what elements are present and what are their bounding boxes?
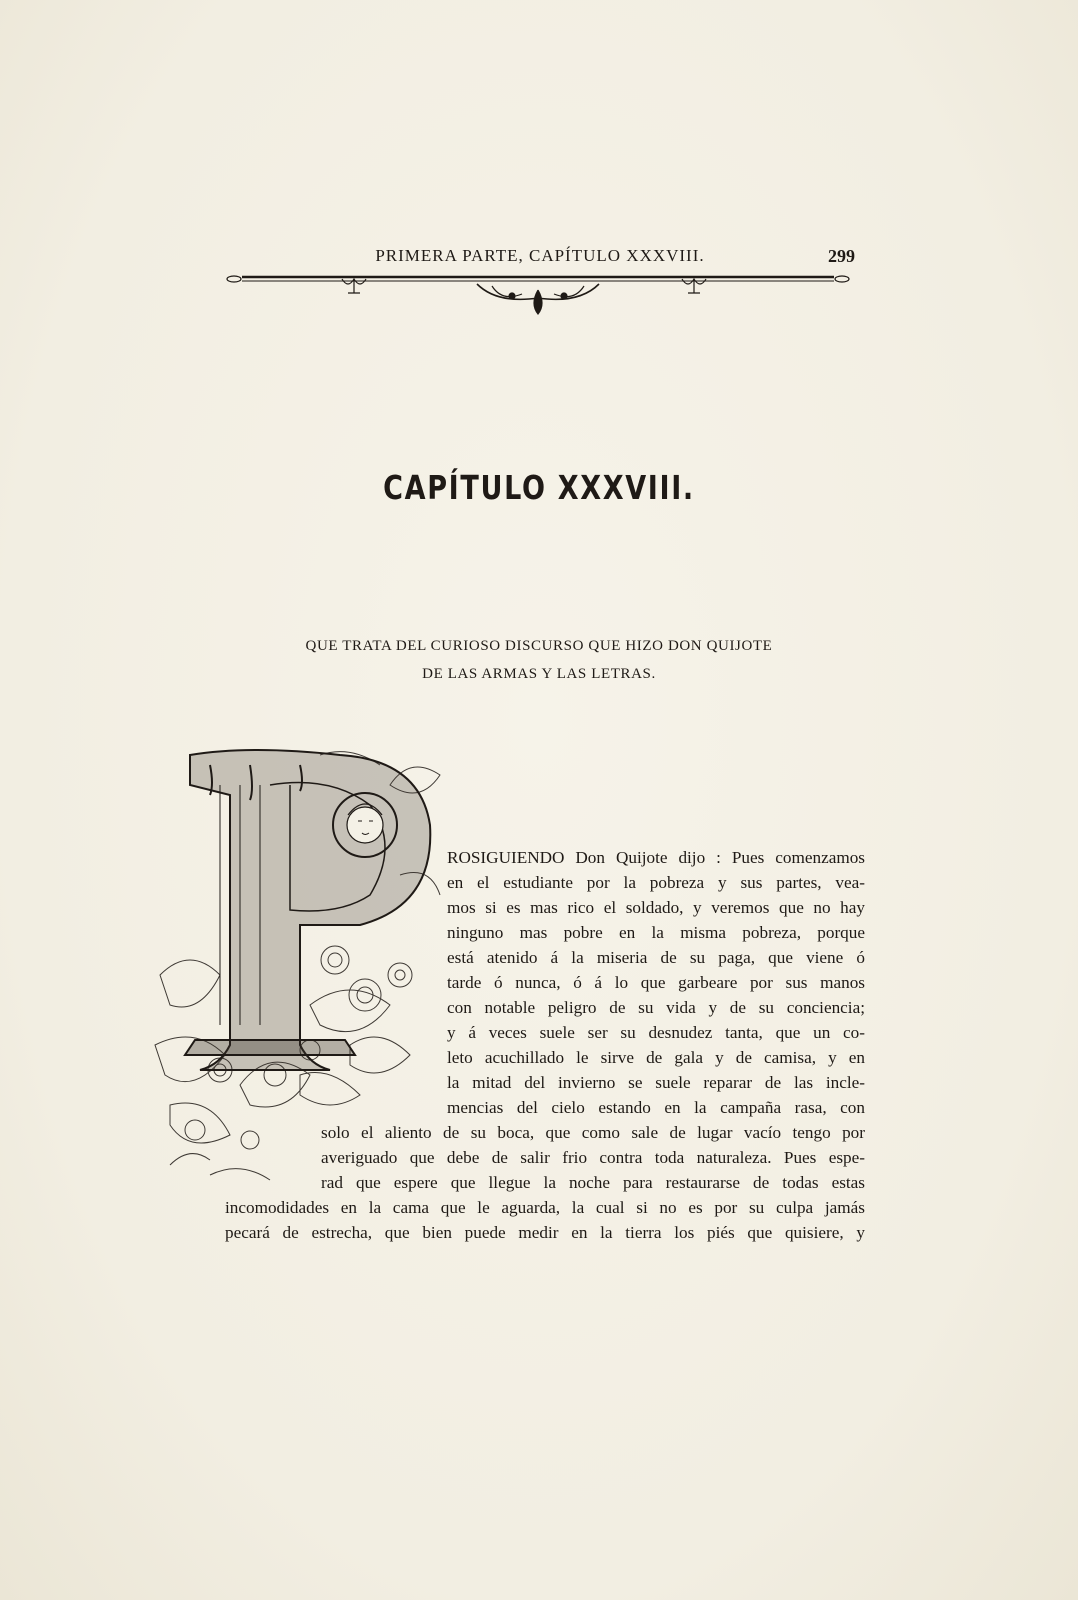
body-line: solo el aliento de su boca, que como sale de lugar vacío tengo por bbox=[321, 1123, 865, 1142]
chapter-subtitle-line-1: QUE TRATA DEL CURIOSO DISCURSO QUE HIZO DON QUIJOTE bbox=[305, 638, 773, 654]
body-line: mencias del cielo estando en la campaña rasa, con bbox=[447, 1098, 865, 1117]
body-line: la mitad del invierno se suele reparar de las incle- bbox=[447, 1073, 865, 1092]
body-line: y á veces suele ser su desnudez tanta, que un co- bbox=[447, 1023, 865, 1042]
ornate-initial-p-icon bbox=[150, 745, 460, 1185]
body-line: ROSIGUIENDO Don Quijote dijo : Pues comenzamos bbox=[447, 848, 865, 867]
body-line: en el estudiante por la pobreza y sus partes, vea- bbox=[447, 873, 865, 892]
body-line: ninguno mas pobre en la misma pobreza, porque bbox=[447, 923, 865, 942]
header-ornament-rule bbox=[222, 272, 854, 322]
body-line: mos si es mas rico el soldado, y veremos que no hay bbox=[447, 898, 865, 917]
body-line: averiguado que debe de salir frio contra toda naturaleza. Pues espe- bbox=[321, 1148, 865, 1167]
page-number: 299 bbox=[828, 246, 855, 266]
body-line: con notable peligro de su vida y de su conciencia; bbox=[447, 998, 865, 1017]
body-line: está atenido á la miseria de su paga, que viene ó bbox=[447, 948, 865, 967]
chapter-title: CAPÍTULO XXXVIII. bbox=[383, 468, 695, 507]
body-line: rad que espere que llegue la noche para restaurarse de todas estas bbox=[321, 1173, 865, 1192]
body-line: pecará de estrecha, que bien puede medir en la tierra los piés que quisiere, y bbox=[225, 1223, 865, 1242]
body-line: tarde ó nunca, ó á lo que garbeare por sus manos bbox=[447, 973, 865, 992]
chapter-subtitle-line-2: DE LAS ARMAS Y LAS LETRAS. bbox=[422, 666, 656, 682]
running-head bbox=[225, 246, 855, 274]
body-line: leto acuchillado le sirve de gala y de camisa, y en bbox=[447, 1048, 865, 1067]
body-line: incomodidades en la cama que le aguarda, la cual si no es por su culpa jamás bbox=[225, 1198, 865, 1217]
running-head-title: PRIMERA PARTE, CAPÍTULO XXXVIII. bbox=[375, 246, 705, 265]
